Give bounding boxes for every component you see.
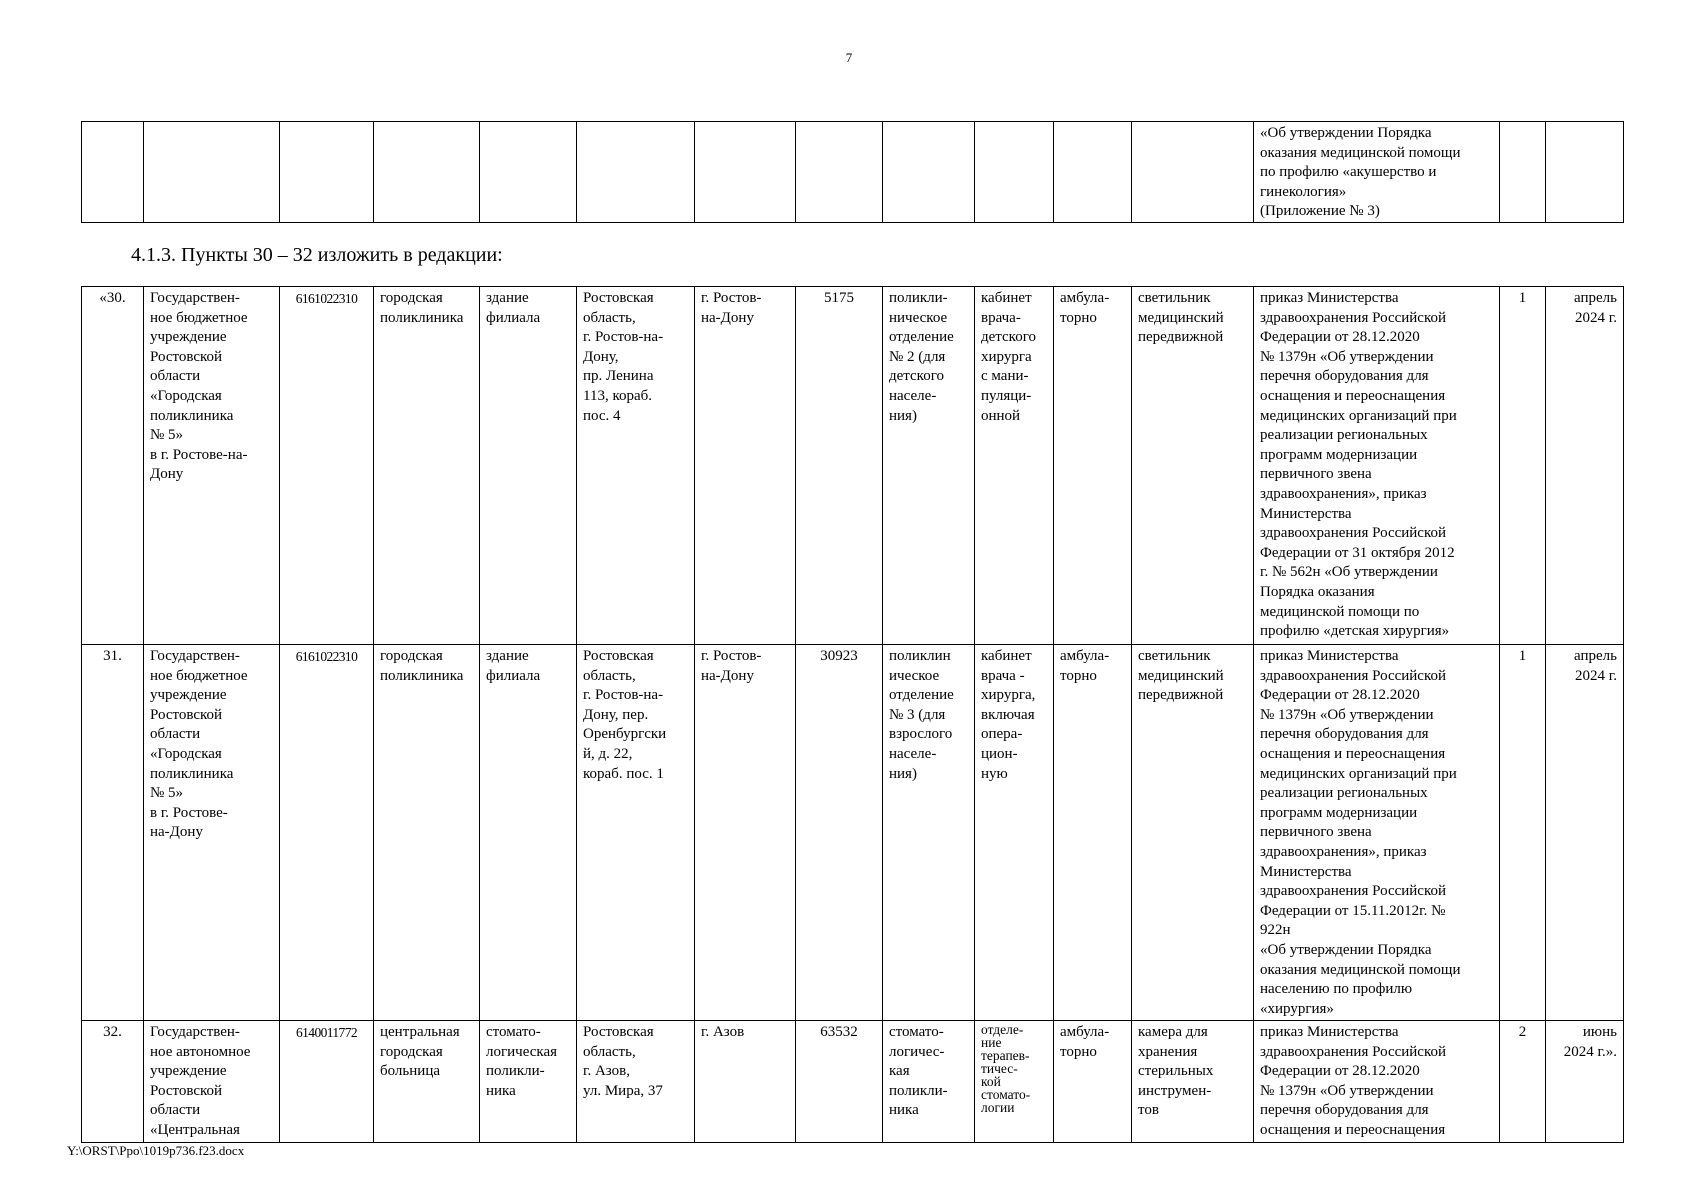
table-row — [82, 287, 1624, 645]
care-mode-cell: амбула- торно — [1054, 1021, 1132, 1143]
care-mode-cell: амбула- торно — [1054, 287, 1132, 645]
table-row — [82, 122, 1624, 223]
equipment-table — [81, 286, 1624, 1143]
room-cell: кабинет врача - хирурга, включая опера- цион- ную — [975, 645, 1054, 1021]
address-cell: Ростовская область, г. Ростов-на- Дону, пер. Оренбургски й, д. 22, кораб. пос. 1 — [577, 645, 695, 1021]
institution-cell: Государствен- ное автономное учреждение Ростовской области «Центральная — [144, 1021, 280, 1143]
table-cell — [577, 122, 695, 223]
page-number: 7 — [845, 50, 853, 65]
quantity-cell: 1 — [1500, 287, 1546, 645]
institution-cell: Государствен- ное бюджетное учреждение Ростовской области «Городская поликлиника № 5» в г. Ростове-на- Дону — [144, 287, 280, 645]
row-number: 32. — [82, 1021, 144, 1143]
population-cell: 63532 — [796, 1021, 883, 1143]
order-cell: приказ Министерства здравоохранения Российской Федерации от 28.12.2020 № 1379н «Об утверждении перечня оборудования для оснащения и переоснащения медицинских организаций при реализации региональных программ модернизации первичного звена здравоохранения», приказ Министерства здравоохранения Российской Федерации от 31 октября 2012 г. № 562н «Об утверждении Порядка оказания медицинской помощи по профилю «детская хирургия» — [1254, 287, 1500, 645]
quantity-cell: 1 — [1500, 645, 1546, 1021]
building-cell: здание филиала — [480, 645, 577, 1021]
equipment-cell: камера для хранения стерильных инструмен- тов — [1132, 1021, 1254, 1143]
table-cell — [796, 122, 883, 223]
date-cell: апрель 2024 г. — [1546, 287, 1624, 645]
table-row — [82, 645, 1624, 1021]
date-cell: июнь 2024 г.». — [1546, 1021, 1624, 1143]
table-cell — [883, 122, 975, 223]
table-cell — [975, 122, 1054, 223]
order-cell: приказ Министерства здравоохранения Российской Федерации от 28.12.2020 № 1379н «Об утверждении перечня оборудования для оснащения и переоснащения — [1254, 1021, 1500, 1143]
table-cell — [695, 122, 796, 223]
building-cell: здание филиала — [480, 287, 577, 645]
city-cell: г. Ростов- на-Дону — [695, 645, 796, 1021]
table-cell — [1546, 122, 1624, 223]
address-cell: Ростовская область, г. Азов, ул. Мира, 37 — [577, 1021, 695, 1143]
order-cell: «Об утверждении Порядка оказания медицинской помощи по профилю «акушерство и гинекология» (Приложение № 3) — [1254, 122, 1500, 223]
room-cell: отделе- ние терапев- тичес- кой стомато- логии — [975, 1021, 1054, 1143]
row-number: «30. — [82, 287, 144, 645]
department-cell: поликлин ическое отделение № 3 (для взрослого населе- ния) — [883, 645, 975, 1021]
inn-cell: 6161022310 — [280, 287, 374, 645]
section-heading: 4.1.3. Пункты 30 – 32 изложить в редакции: — [131, 244, 503, 266]
table-cell — [280, 122, 374, 223]
department-cell: стомато- логичес- кая поликли- ника — [883, 1021, 975, 1143]
continuation-table — [81, 121, 1624, 223]
order-cell: приказ Министерства здравоохранения Российской Федерации от 28.12.2020 № 1379н «Об утверждении перечня оборудования для оснащения и переоснащения медицинских организаций при реализации региональных программ модернизации первичного звена здравоохранения», приказ Министерства здравоохранения Российской Федерации от 15.11.2012г. № 922н «Об утверждении Порядка оказания медицинской помощи населению по профилю «хирургия» — [1254, 645, 1500, 1021]
equipment-cell: светильник медицинский передвижной — [1132, 287, 1254, 645]
population-cell: 30923 — [796, 645, 883, 1021]
row-number: 31. — [82, 645, 144, 1021]
org-type-cell: городская поликлиника — [374, 287, 480, 645]
org-type-cell: городская поликлиника — [374, 645, 480, 1021]
table-cell — [144, 122, 280, 223]
population-cell: 5175 — [796, 287, 883, 645]
table-row — [82, 1021, 1624, 1143]
table-cell — [1054, 122, 1132, 223]
equipment-cell: светильник медицинский передвижной — [1132, 645, 1254, 1021]
institution-cell: Государствен- ное бюджетное учреждение Ростовской области «Городская поликлиника № 5» в г. Ростове- на-Дону — [144, 645, 280, 1021]
table-cell — [1132, 122, 1254, 223]
address-cell: Ростовская область, г. Ростов-на- Дону, пр. Ленина 113, кораб. пос. 4 — [577, 287, 695, 645]
table-cell — [1500, 122, 1546, 223]
file-path-footer: Y:\ORST\Ppo\1019p736.f23.docx — [67, 1143, 245, 1158]
city-cell: г. Ростов- на-Дону — [695, 287, 796, 645]
department-cell: поликли- ническое отделение № 2 (для детского населе- ния) — [883, 287, 975, 645]
room-cell: кабинет врача- детского хирурга с мани- пуляци- онной — [975, 287, 1054, 645]
table-cell — [480, 122, 577, 223]
inn-cell: 6161022310 — [280, 645, 374, 1021]
building-cell: стомато- логическая поликли- ника — [480, 1021, 577, 1143]
org-type-cell: центральная городская больница — [374, 1021, 480, 1143]
table-cell — [82, 122, 144, 223]
city-cell: г. Азов — [695, 1021, 796, 1143]
table-cell — [374, 122, 480, 223]
inn-cell: 6140011772 — [280, 1021, 374, 1143]
date-cell: апрель 2024 г. — [1546, 645, 1624, 1021]
care-mode-cell: амбула- торно — [1054, 645, 1132, 1021]
quantity-cell: 2 — [1500, 1021, 1546, 1143]
